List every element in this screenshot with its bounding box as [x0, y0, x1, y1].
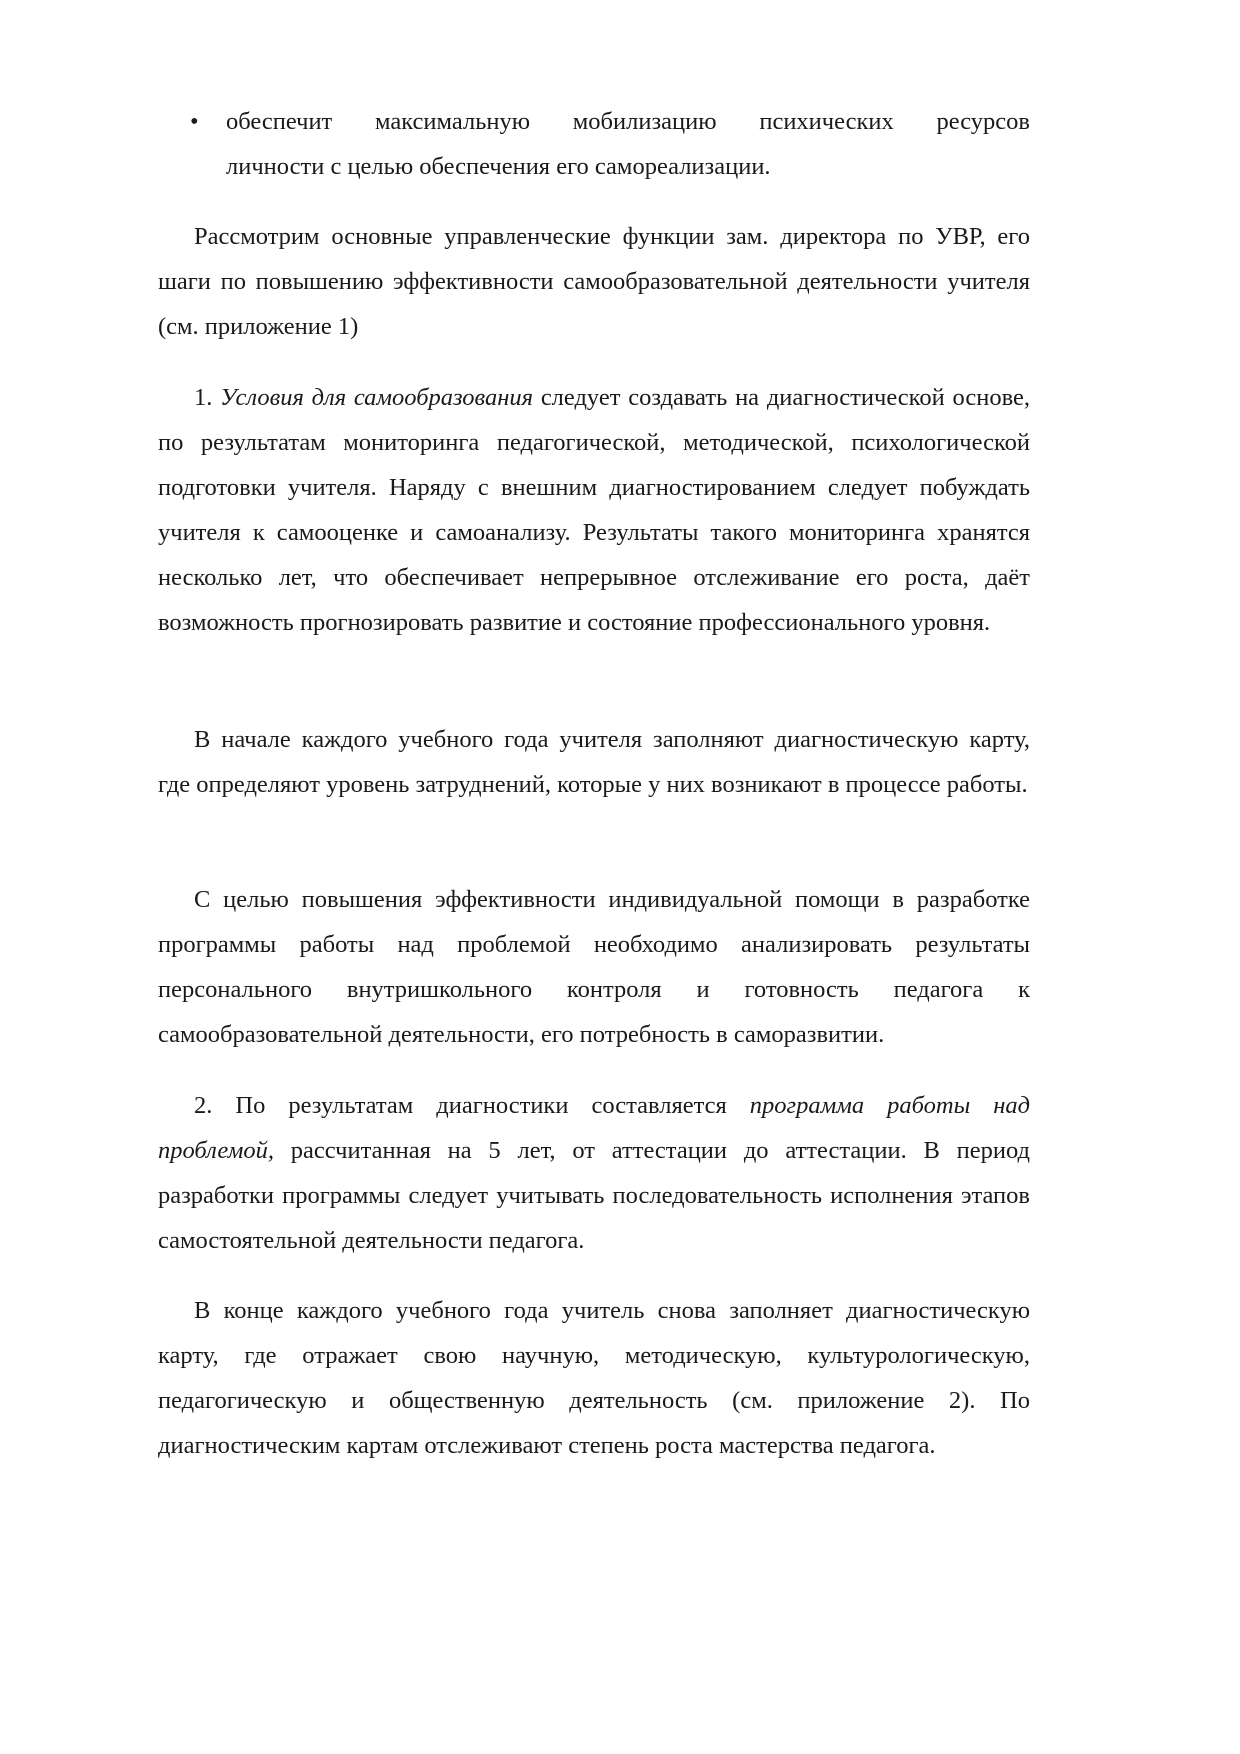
- bullet-line-2: личности с целью обеспечения его самореализации.: [226, 153, 771, 180]
- paragraph-text: 2. По результатам диагностики составляется: [194, 1092, 750, 1119]
- paragraph-program: [158, 1083, 1030, 1263]
- paragraph-text: рассчитанная на 5 лет, от аттестации до аттестации. В период разработки программы следует учитывать последовательность исполнения этапов самостоятельной деятельности педагога.: [158, 1137, 1030, 1254]
- paragraph-diagnostic-card: В начале каждого учебного года учителя заполняют диагностическую карту, где определяют уровень затруднений, которые у них возникают в процессе работы.: [158, 726, 1030, 798]
- paragraph-functions: Рассмотрим основные управленческие функции зам. директора по УВР, его шаги по повышению эффективности самообразовательной деятельности учителя (см. приложение 1): [158, 223, 1030, 340]
- paragraph-text: следует создавать на диагностической основе, по результатам мониторинга педагогической, методической, психологической подготовки учителя. Наряду с внешним диагностированием следует побуждать учителя к самооценке и самоанализу. Результаты такого мониторинга хранятся несколько лет, что обеспечивает непрерывное отслеживание его роста, даёт возможность прогнозировать развитие и состояние профессионального уровня.: [158, 384, 1030, 636]
- italic-term: программа работы над проблемой,: [158, 1092, 1030, 1164]
- bullet-list-item: [226, 99, 1030, 189]
- paragraph-year-end: В конце каждого учебного года учитель снова заполняет диагностическую карту, где отражает свою научную, методическую, культурологическую, педагогическую и общественную деятельность (см. приложение 2). По диагностическим картам отслеживают степень роста мастерства педагога.: [158, 1297, 1030, 1459]
- paragraph-effectiveness: С целью повышения эффективности индивидуальной помощи в разработке программы работы над проблемой необходимо анализировать результаты персонального внутришкольного контроля и готовность педагога к самообразовательной деятельности, его потребность в саморазвитии.: [158, 886, 1030, 1048]
- bullet-line-1: обеспечит максимальную мобилизацию психических ресурсов: [226, 108, 1030, 135]
- paragraph-conditions: [158, 375, 1030, 645]
- paragraph-number: 1.: [194, 384, 221, 411]
- italic-term: Условия для самообразования: [220, 384, 534, 411]
- bullet-icon: •: [190, 108, 199, 135]
